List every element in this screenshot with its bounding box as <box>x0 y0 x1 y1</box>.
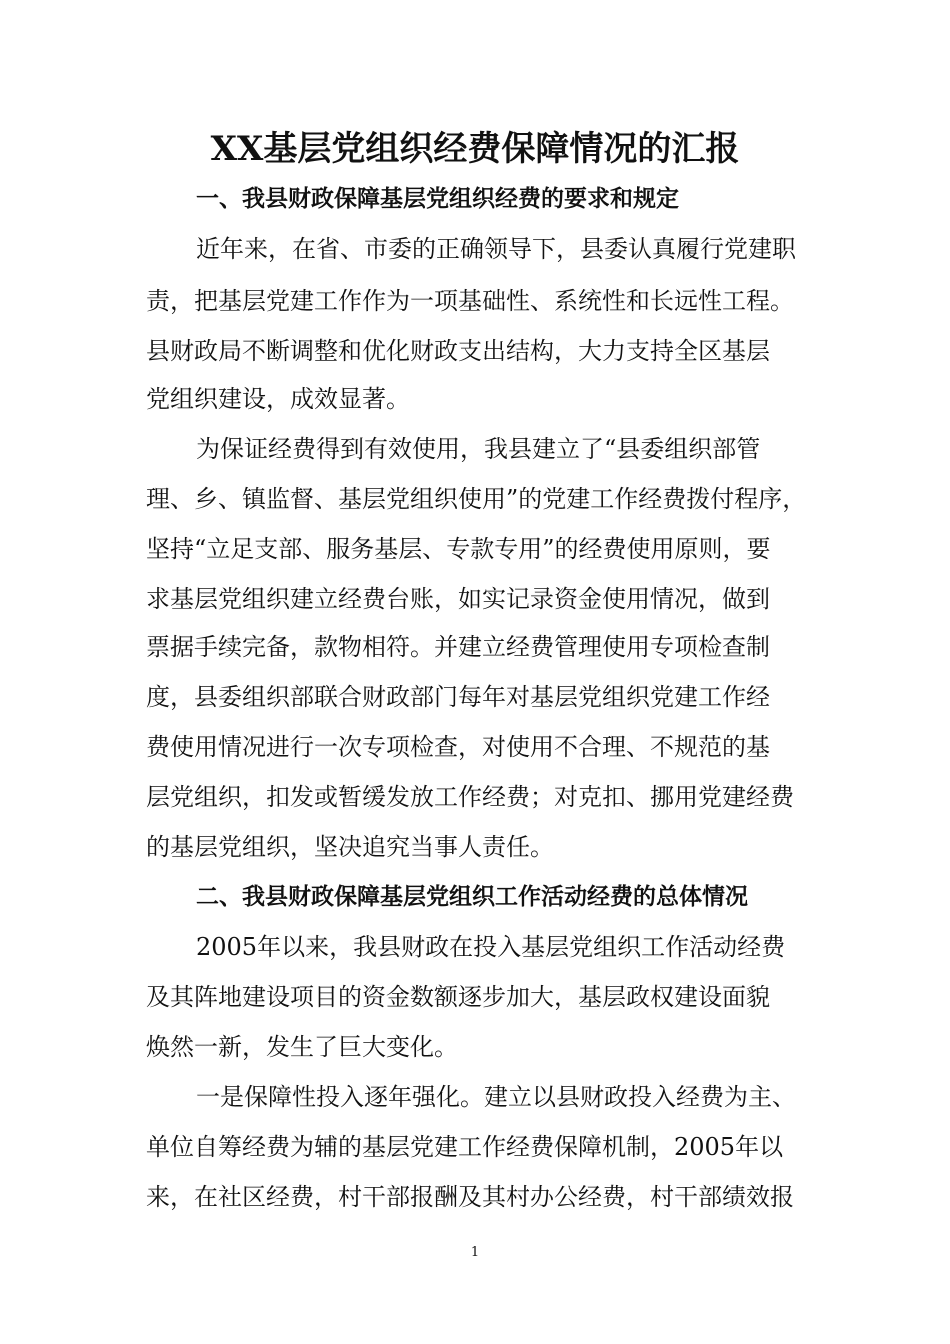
paragraph-line: 单位自筹经费为辅的基层党建工作经费保障机制，2005年以 <box>146 1133 784 1161</box>
paragraph-line: 度，县委组织部联合财政部门每年对基层党组织党建工作经 <box>146 683 770 711</box>
paragraph-line: 近年来，在省、市委的正确领导下，县委认真履行党建职 <box>196 235 796 263</box>
paragraph-line: 理、乡、镇监督、基层党组织使用”的党建工作经费拨付程序， <box>146 485 807 513</box>
paragraph-line: 坚持“立足支部、服务基层、专款专用”的经费使用原则，要 <box>146 535 771 563</box>
document-title: XX基层党组织经费保障情况的汇报 <box>210 129 740 169</box>
page-number: 1 <box>470 1245 480 1260</box>
paragraph-line: 及其阵地建设项目的资金数额逐步加大，基层政权建设面貌 <box>146 983 770 1011</box>
paragraph-line: 县财政局不断调整和优化财政支出结构，大力支持全区基层 <box>146 337 770 365</box>
paragraph-line: 层党组织，扣发或暂缓发放工作经费；对克扣、挪用党建经费 <box>146 783 794 811</box>
section-heading-2: 二、我县财政保障基层党组织工作活动经费的总体情况 <box>196 884 748 910</box>
paragraph-line: 焕然一新，发生了巨大变化。 <box>146 1033 458 1061</box>
paragraph-line: 来，在社区经费，村干部报酬及其村办公经费，村干部绩效报 <box>146 1183 794 1211</box>
paragraph-line: 一是保障性投入逐年强化。建立以县财政投入经费为主、 <box>196 1083 796 1111</box>
paragraph-line: 责，把基层党建工作作为一项基础性、系统性和长远性工程。 <box>146 287 794 315</box>
paragraph-line: 费使用情况进行一次专项检查，对使用不合理、不规范的基 <box>146 733 770 761</box>
paragraph-line: 票据手续完备，款物相符。并建立经费管理使用专项检查制 <box>146 633 770 661</box>
paragraph-line: 党组织建设，成效显著。 <box>146 385 410 413</box>
paragraph-line: 求基层党组织建立经费台账，如实记录资金使用情况，做到 <box>146 585 770 613</box>
paragraph-line: 为保证经费得到有效使用，我县建立了“县委组织部管 <box>196 435 761 463</box>
section-heading-1: 一、我县财政保障基层党组织经费的要求和规定 <box>196 186 679 212</box>
paragraph-line: 2005年以来，我县财政在投入基层党组织工作活动经费 <box>196 933 786 961</box>
paragraph-line: 的基层党组织，坚决追究当事人责任。 <box>146 833 554 861</box>
